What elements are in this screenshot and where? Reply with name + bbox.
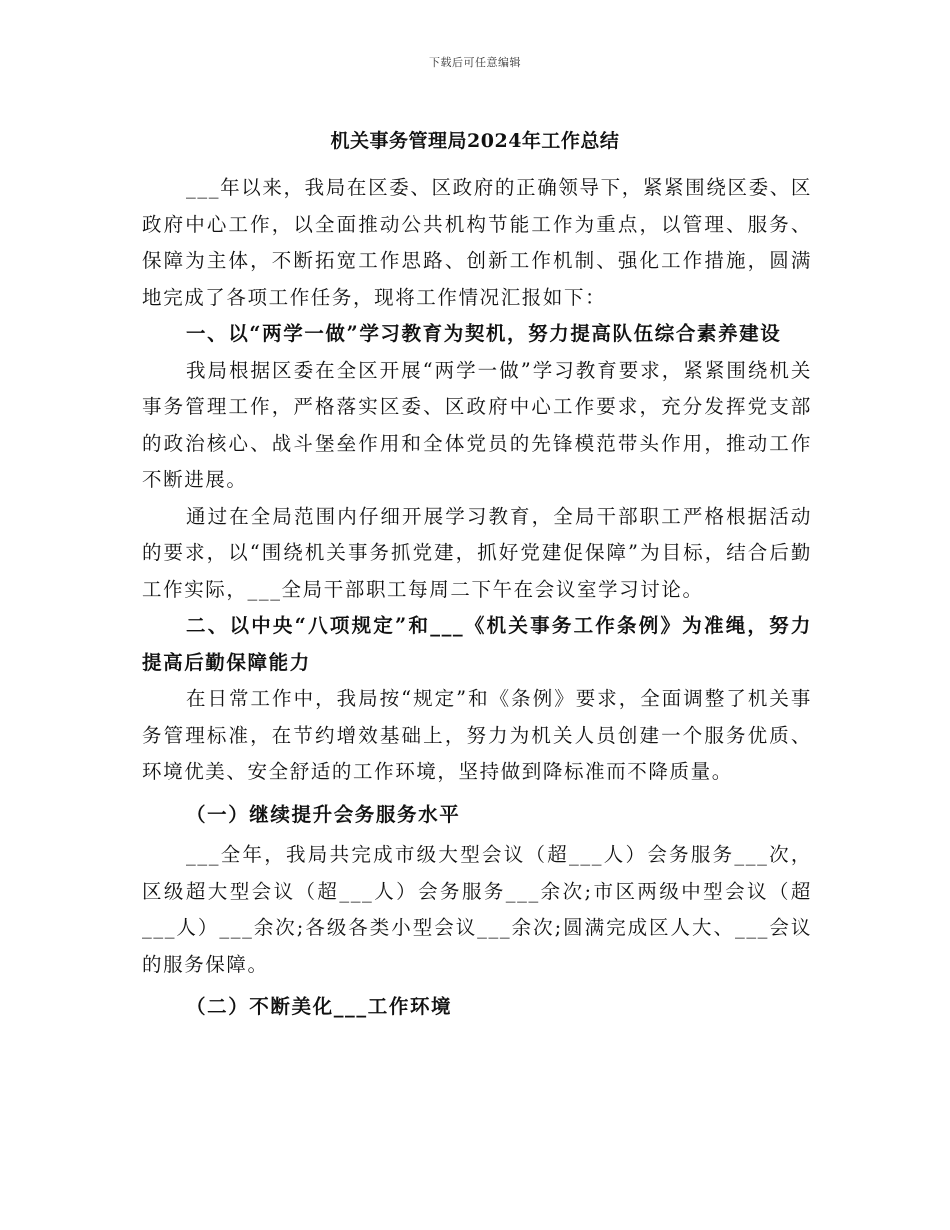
body-paragraph: 我局根据区委在全区开展“两学一做”学习教育要求，紧紧围绕机关事务管理工作，严格落实区委、区政府中心工作要求，充分发挥党支部的政治核心、战斗堡垒作用和全体党员的先锋模范带头作用，推动工作不断进展。 (142, 358, 812, 491)
body-paragraph: ___全年，我局共完成市级大型会议（超___人）会务服务___次，区级超大型会议（超___人）会务服务___余次;市区两级中型会议（超___人）___余次;各级各类小型会议___余次;圆满完成区人大、___会议的服务保障。 (142, 843, 812, 976)
document-title: 机关事务管理局2024年工作总结 (330, 130, 620, 152)
section-heading-1: 一、以“两学一做”学习教育为契机，努力提高队伍综合素养建设 (186, 322, 782, 345)
section-heading-2: 二、以中央“八项规定”和___《机关事务工作条例》为准绳，努力提高后勤保障能力 (142, 614, 812, 674)
intro-paragraph: ___年以来，我局在区委、区政府的正确领导下，紧紧围绕区委、区政府中心工作，以全面推动公共机构节能工作为重点，以管理、服务、保障为主体，不断拓宽工作思路、创新工作机制、强化工作措施，圆满地完成了各项工作任务，现将工作情况汇报如下： (142, 176, 812, 309)
subsection-heading-1: （一）继续提升会务服务水平 (186, 802, 461, 826)
document-body (142, 170, 812, 1030)
subsection-heading-2: （二）不断美化___工作环境 (186, 995, 453, 1018)
header-note: 下载后可任意编辑 (429, 56, 521, 69)
body-paragraph: 通过在全局范围内仔细开展学习教育，全局干部职工严格根据活动的要求，以“围绕机关事务抓党建，抓好党建促保障”为目标，结合后勤工作实际，___全局干部职工每周二下午在会议室学习讨论。 (142, 504, 812, 601)
body-paragraph: 在日常工作中，我局按“规定”和《条例》要求，全面调整了机关事务管理标准，在节约增效基础上，努力为机关人员创建一个服务优质、环境优美、安全舒适的工作环境，坚持做到降标准而不降质量。 (142, 687, 812, 783)
